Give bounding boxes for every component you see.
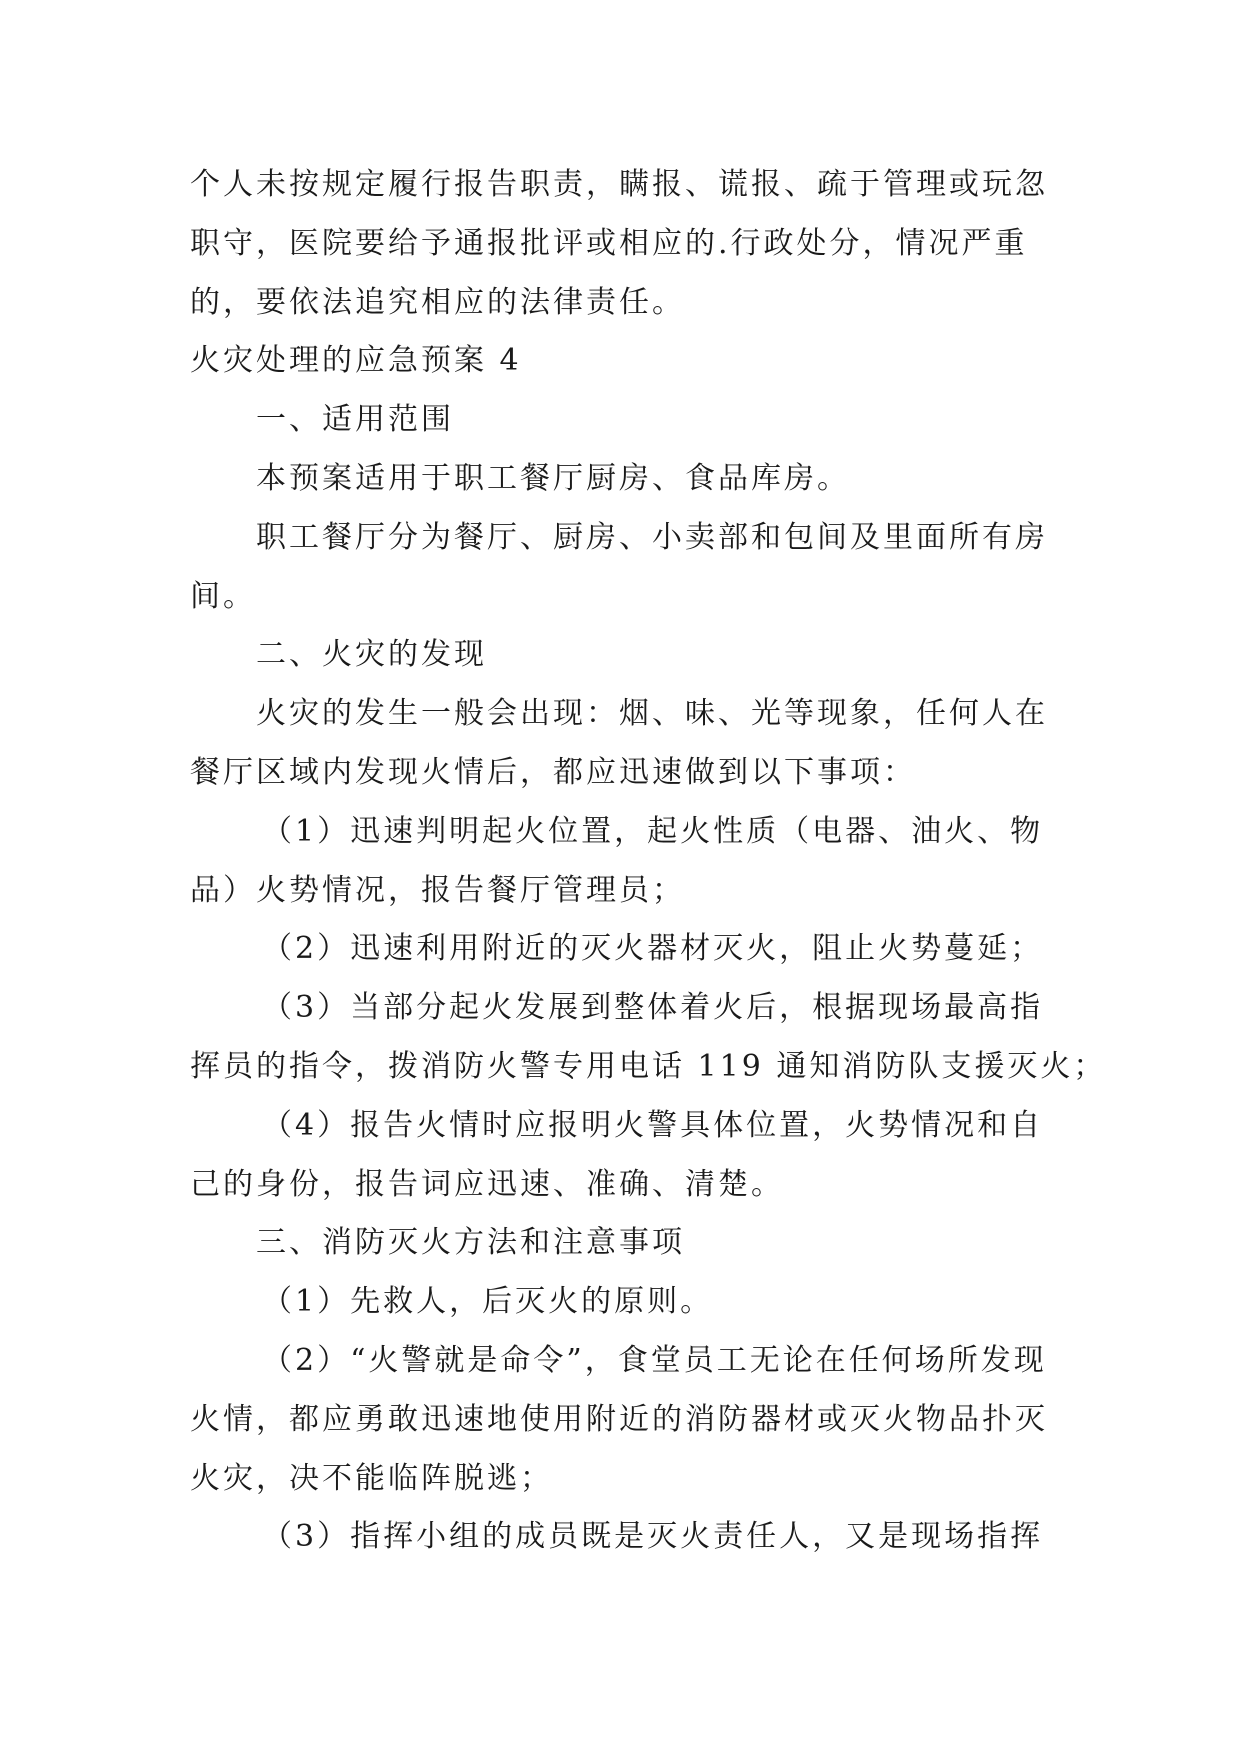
text-line: 的，要依法追究相应的法律责任。 [190, 284, 685, 320]
text-line: 火灾的发生一般会出现：烟、味、光等现象，任何人在 [256, 696, 1048, 732]
list-item: （2）“火警就是命令”，食堂员工无论在任何场所发现 [262, 1342, 1047, 1378]
text-line: 火灾，决不能临阵脱逃； [190, 1460, 553, 1496]
list-item: （2）迅速利用附近的灭火器材灭火，阻止火势蔓延； [262, 931, 1044, 967]
text-line: 餐厅区域内发现火情后，都应迅速做到以下事项： [190, 754, 916, 790]
section-title: 火灾处理的应急预案 4 [190, 343, 522, 379]
text-line: 个人未按规定履行报告职责，瞒报、谎报、疏于管理或玩忽 [190, 167, 1048, 202]
heading-firefighting-methods: 三、消防灭火方法和注意事项 [256, 1225, 685, 1261]
text-line: 本预案适用于职工餐厅厨房、食品库房。 [256, 460, 850, 496]
document-body [190, 156, 1107, 1567]
text-line: 挥员的指令，拨消防火警专用电话 119 通知消防队支援灭火； [190, 1048, 1107, 1084]
list-item: （1）先救人，后灭火的原则。 [262, 1284, 714, 1320]
text-line: 职工餐厅分为餐厅、厨房、小卖部和包间及里面所有房 [256, 519, 1048, 555]
heading-fire-discovery: 二、火灾的发现 [256, 637, 487, 673]
list-item: （3）当部分起火发展到整体着火后，根据现场最高指 [262, 990, 1044, 1026]
text-line: 间。 [190, 578, 256, 614]
list-item: （3）指挥小组的成员既是灭火责任人，又是现场指挥 [262, 1519, 1044, 1555]
text-line: 己的身份，报告词应迅速、准确、清楚。 [190, 1166, 784, 1202]
list-item: （1）迅速判明起火位置，起火性质（电器、油火、物 [262, 813, 1044, 849]
list-item: （4）报告火情时应报明火警具体位置，火势情况和自 [262, 1107, 1044, 1143]
text-line: 火情，都应勇敢迅速地使用附近的消防器材或灭火物品扑灭 [190, 1401, 1048, 1437]
text-line: 品）火势情况，报告餐厅管理员； [190, 872, 685, 908]
heading-scope: 一、适用范围 [256, 402, 454, 438]
text-line: 职守，医院要给予通报批评或相应的.行政处分，情况严重 [190, 225, 1028, 261]
